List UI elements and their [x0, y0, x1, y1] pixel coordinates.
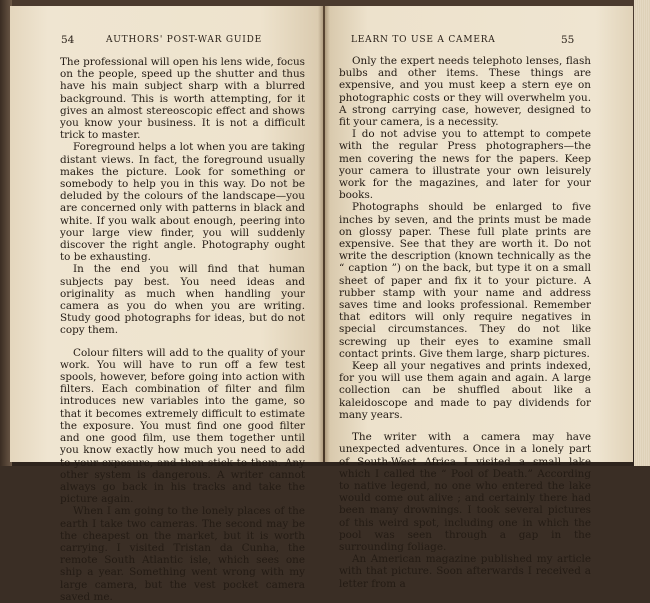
book-page-edges-right	[634, 0, 650, 466]
paragraph: Keep all your negatives and prints indexed, for you will use them again and again. A large collection can be shuffled about like a kaleidoscope and made to pay dividends for many years.	[339, 360, 591, 421]
paragraph: Colour filters will add to the quality of your work. You will have to run off a few test spools, however, before going into action with filters. Each combination of filter and film introduces new variables into the game, so that it becomes extremely difficult to estimate the exposure. You must find one good filter and one good film, use them together until you know exactly how much you need to add to your exposure, and then stick to them. Any other system is dangerous. A writer cannot always go back in his tracks and take the picture again.	[60, 346, 305, 506]
paragraph: I do not advise you to attempt to compete with the regular Press photographers—the men covering the news for the papers. Keep your camera to illustrate your own leisurely work for the magazines, and later for your books.	[339, 128, 591, 202]
right-page	[325, 6, 633, 590]
left-page-number: 54	[61, 34, 75, 46]
paragraph: The writer with a camera may have unexpected adventures. Once in a lonely part of South-West Africa I visited a small lake which I called the “ Pool of Death.” According to native legend, no one who entered the lake would come out alive ; and certainly there had been many drownings. I took several pictures of this weird spot, including one in which the pool was seen through a gap in the surrounding foliage.	[339, 431, 591, 553]
left-running-header: AUTHORS' POST-WAR GUIDE	[106, 35, 263, 45]
paragraph: The professional will open his lens wide, focus on the people, speed up the shutter and thus have his main subject sharp with a blurred background. This is worth attempting, for it gives an almost stereoscopic effect and shows you know your business. It is not a difficult trick to master.	[60, 56, 305, 142]
book-gutter	[318, 6, 330, 462]
paragraph: An American magazine published my article with that picture. Soon afterwards I received a letter from a	[339, 553, 591, 590]
right-page-number: 55	[561, 34, 575, 46]
left-page	[10, 6, 323, 603]
right-page-body	[339, 55, 591, 590]
left-page-body	[60, 56, 305, 603]
right-running-header: LEARN TO USE A CAMERA	[351, 35, 496, 45]
paragraph: Only the expert needs telephoto lenses, flash bulbs and other items. These things are expensive, and you must keep a stern eye on photographic costs or they will overwhelm you. A strong carrying case, however, designed to fit your camera, is a necessity.	[339, 55, 591, 129]
paragraph: When I am going to the lonely places of the earth I take two cameras. The second may be the cheapest on the market, but it is worth carrying. I visited Tristan da Cunha, the remote South Atlantic isle, which sees one ship a year. Something went wrong with my large camera, but the vest pocket camera saved me.	[60, 505, 305, 603]
paragraph: Foreground helps a lot when you are taking distant views. In fact, the foreground usually makes the picture. Look for something or somebody to help you in this way. Do not be deluded by the colours of the landscape—you are concerned only with patterns in black and white. If you walk about enough, peering into your large view finder, you will suddenly discover the right angle. Photography ought to be exhausting.	[60, 141, 305, 264]
paragraph: Photographs should be enlarged to five inches by seven, and the prints must be made on glossy paper. These full plate prints are expensive. See that they are worth it. Do not write the description (known technically as the “ caption ”) on the back, but type it on a small sheet of paper and fix it to your picture. A rubber stamp with your name and address saves time and looks professional. Remember that editors will only require negatives in special circumstances. They do not like screwing up their eyes to examine small contact prints. Give them large, sharp pictures.	[339, 201, 591, 360]
paragraph: In the end you will find that human subjects pay best. You need ideas and originality as much when handling your camera as you do when you are writing. Study good photographs for ideas, but do not copy them.	[60, 263, 305, 337]
